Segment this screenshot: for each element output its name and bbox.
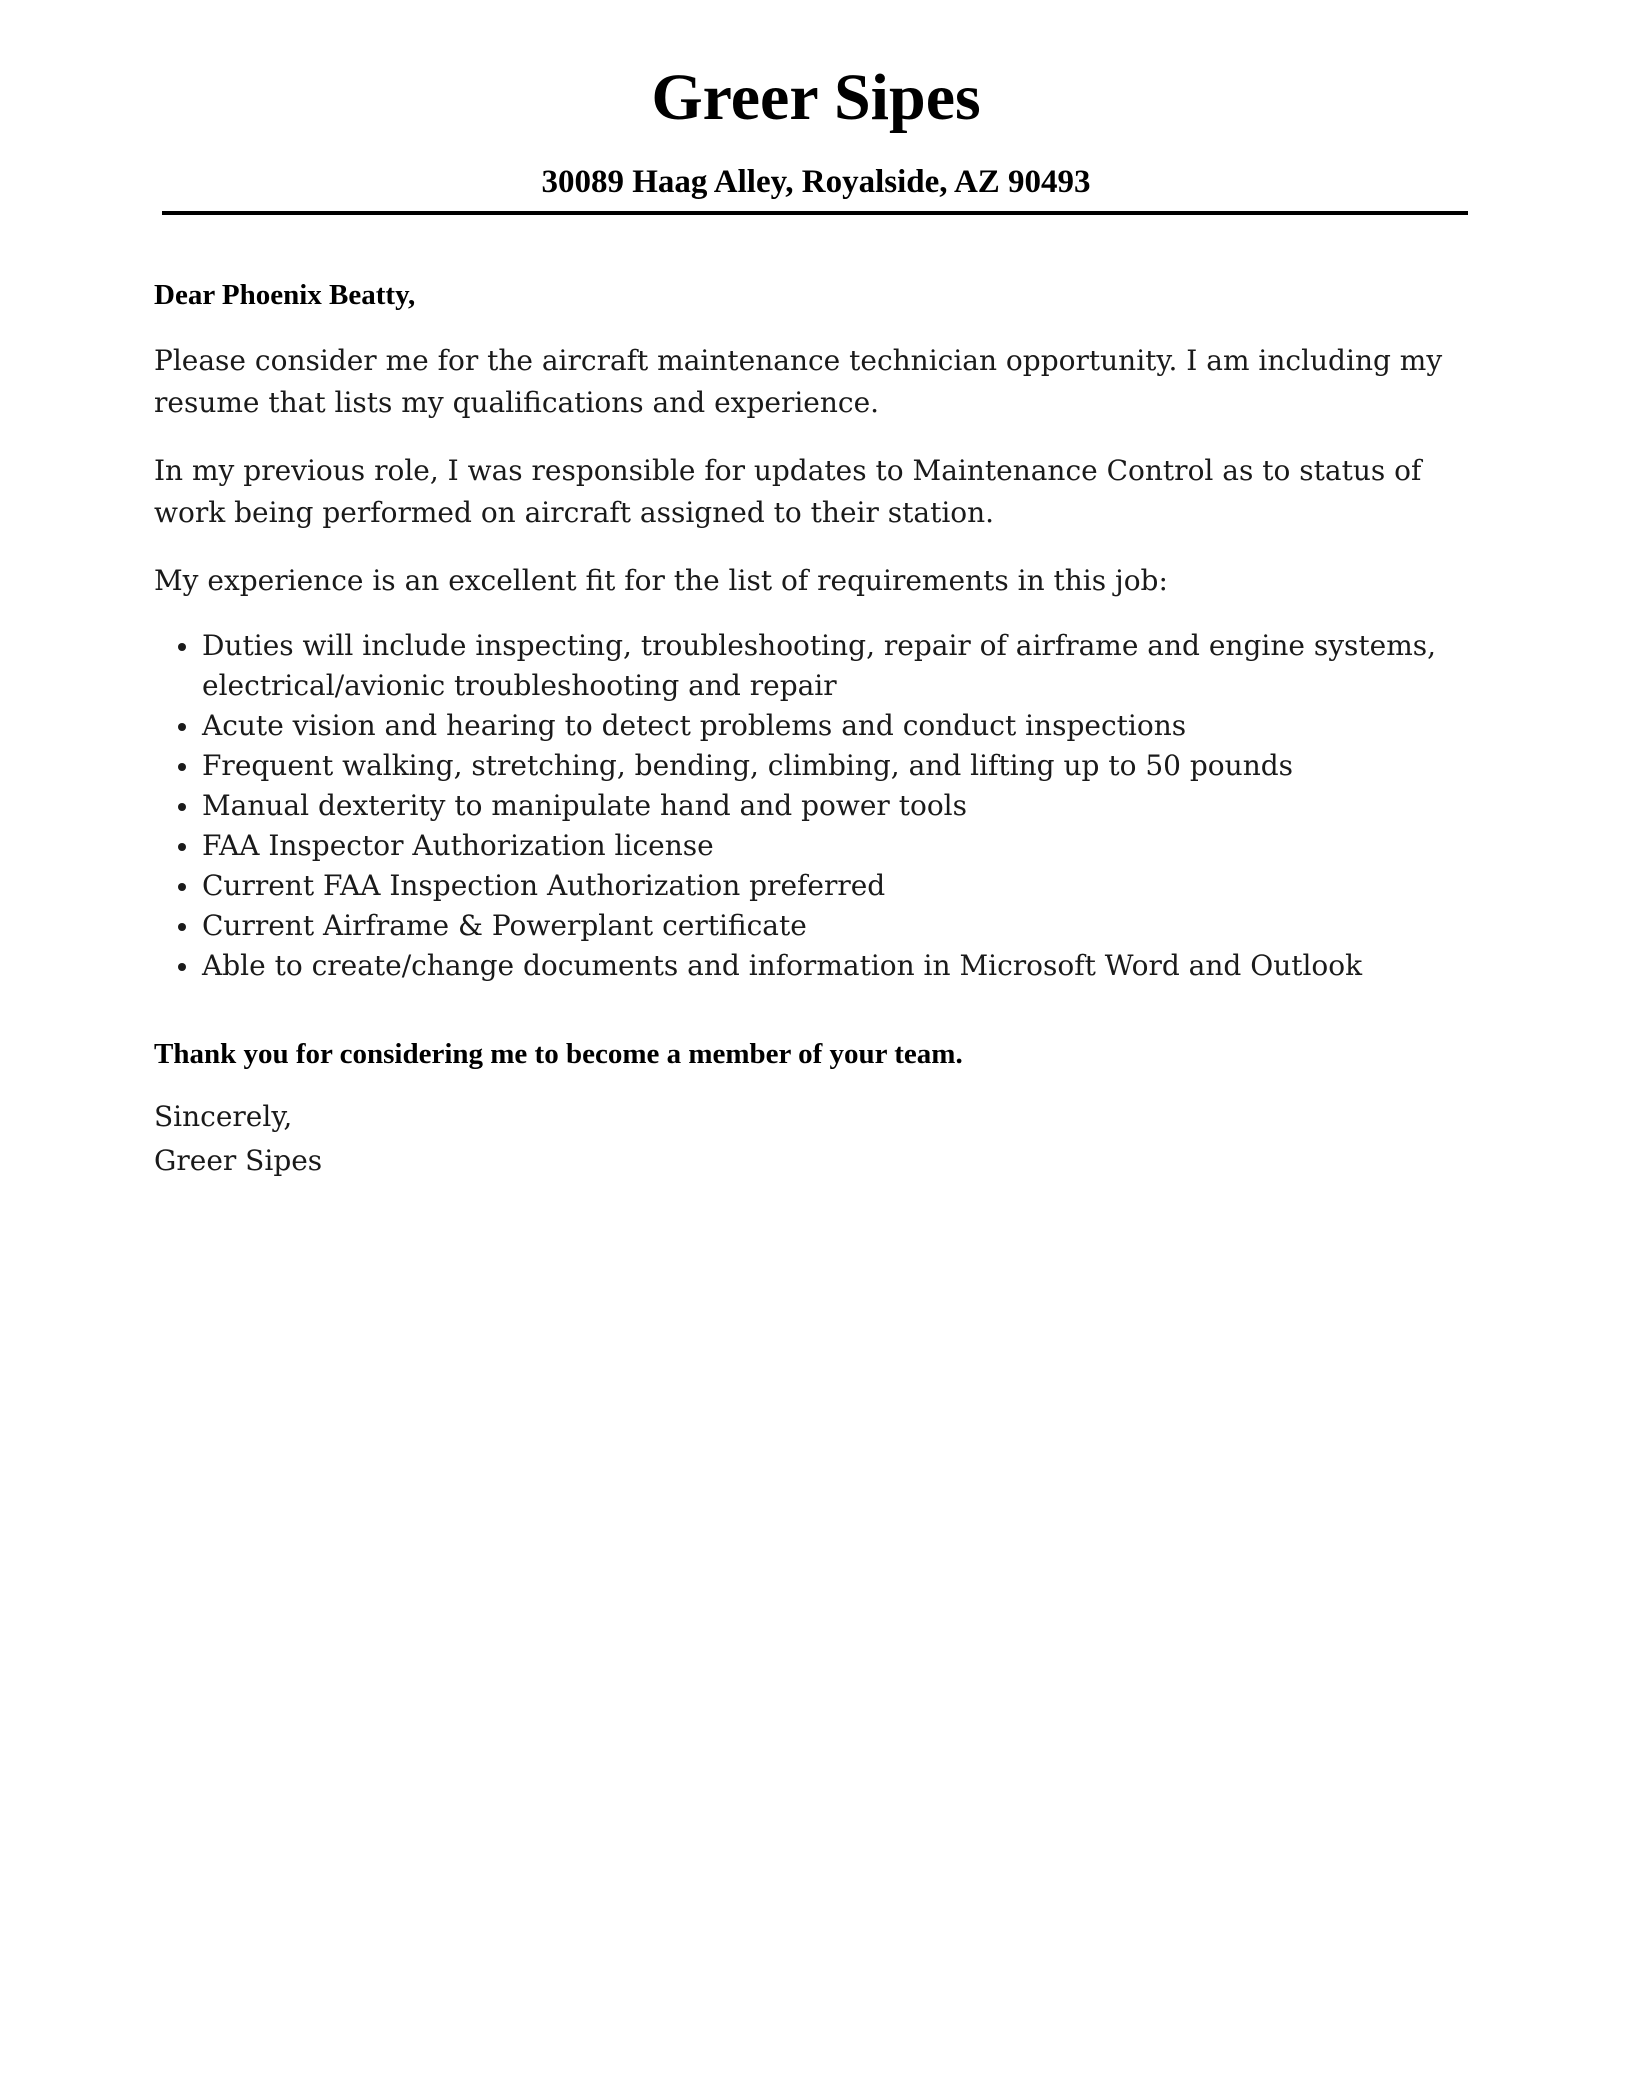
- list-item: [154, 706, 1474, 746]
- bullet-icon: [178, 923, 186, 931]
- closing-line: Thank you for considering me to become a member of your team.: [154, 1038, 963, 1070]
- salutation: Dear Phoenix Beatty,: [154, 279, 416, 311]
- sender-name: Greer Sipes: [651, 61, 981, 134]
- list-item: [154, 626, 1474, 706]
- list-item: [154, 826, 1474, 866]
- list-item: [154, 746, 1474, 786]
- list-item-text: Current FAA Inspection Authorization preferred: [202, 869, 886, 902]
- list-item-text: Manual dexterity to manipulate hand and power tools: [202, 789, 967, 822]
- bullet-icon: [178, 843, 186, 851]
- bullet-icon: [178, 643, 186, 651]
- bullet-icon: [178, 963, 186, 971]
- list-item-text: Acute vision and hearing to detect problems and conduct inspections: [202, 709, 1187, 742]
- bullet-icon: [178, 723, 186, 731]
- paragraph-intro: Please consider me for the aircraft maintenance technician opportunity. I am including my resume that lists my qualifications and experience.: [154, 344, 1443, 419]
- list-item: [154, 786, 1474, 826]
- sender-address: 30089 Haag Alley, Royalside, AZ 90493: [541, 164, 1091, 200]
- bullet-icon: [178, 803, 186, 811]
- bullet-icon: [178, 763, 186, 771]
- list-item-text: Duties will include inspecting, troubleshooting, repair of airframe and engine systems, electrical/avionic troubleshooting and repair: [202, 629, 1437, 702]
- list-item-text: Able to create/change documents and information in Microsoft Word and Outlook: [202, 949, 1363, 982]
- list-item-text: Current Airframe & Powerplant certificate: [202, 909, 807, 942]
- list-item: [154, 946, 1474, 986]
- list-item-text: Frequent walking, stretching, bending, climbing, and lifting up to 50 pounds: [202, 749, 1294, 782]
- requirements-list: [154, 626, 1474, 986]
- bullet-icon: [178, 883, 186, 891]
- list-item-text: FAA Inspector Authorization license: [202, 829, 714, 862]
- paragraph-requirements-intro: My experience is an excellent fit for the list of requirements in this job:: [154, 564, 1168, 597]
- signature: Greer Sipes: [154, 1144, 323, 1177]
- list-item: [154, 866, 1474, 906]
- list-item: [154, 906, 1474, 946]
- paragraph-previous-role: In my previous role, I was responsible for updates to Maintenance Control as to status of work being performed on aircraft assigned to their station.: [154, 454, 1422, 529]
- signoff: Sincerely,: [154, 1100, 293, 1133]
- header-divider: [162, 211, 1468, 215]
